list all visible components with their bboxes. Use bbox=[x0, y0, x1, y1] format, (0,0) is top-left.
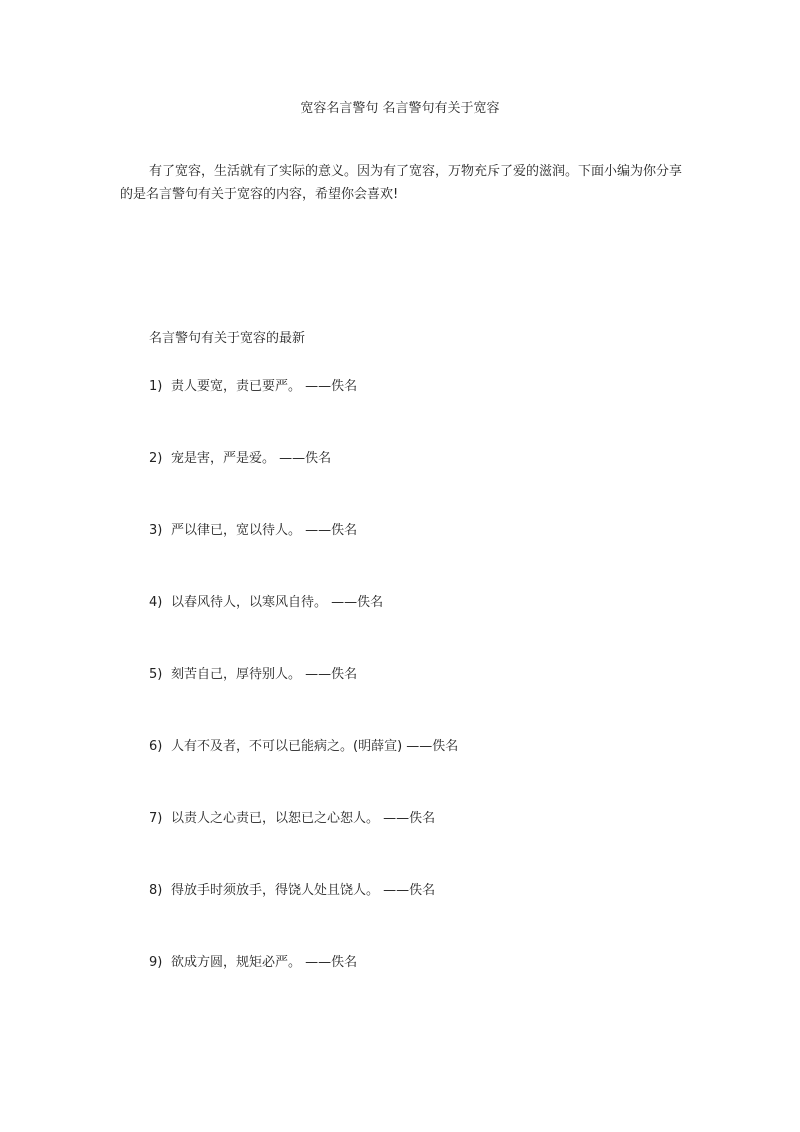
quote-number: 6) bbox=[149, 739, 163, 754]
quote-item bbox=[149, 738, 458, 810]
quote-text: 以责人之心责已，以恕已之心恕人。 ——佚名 bbox=[171, 811, 436, 826]
quote-item bbox=[149, 378, 458, 450]
quote-item bbox=[149, 594, 458, 666]
quote-number: 2) bbox=[149, 451, 163, 466]
quote-item bbox=[149, 666, 458, 738]
quote-number: 7) bbox=[149, 811, 163, 826]
quote-item bbox=[149, 522, 458, 594]
document-title: 宽容名言警句 名言警句有关于宽容 bbox=[300, 101, 500, 116]
quote-text: 严以律已，宽以待人。 ——佚名 bbox=[171, 523, 358, 538]
quote-text: 以春风待人，以寒风自待。 ——佚名 bbox=[171, 595, 384, 610]
quote-text: 欲成方圆，规矩必严。 ——佚名 bbox=[171, 955, 358, 970]
quote-number: 4) bbox=[149, 595, 163, 610]
quote-text: 责人要宽，责已要严。 ——佚名 bbox=[171, 379, 358, 394]
quote-item bbox=[149, 882, 458, 954]
quote-text: 人有不及者，不可以已能病之。(明薛宣) ——佚名 bbox=[171, 739, 459, 754]
quote-item bbox=[149, 810, 458, 882]
section-heading: 名言警句有关于宽容的最新 bbox=[149, 331, 306, 346]
quote-text: 刻苦自己，厚待别人。 ——佚名 bbox=[171, 667, 358, 682]
quote-number: 9) bbox=[149, 955, 163, 970]
intro-paragraph: 有了宽容，生活就有了实际的意义。因为有了宽容，万物充斥了爱的滋润。下面小编为你分享的是名言警句有关于宽容的内容，希望你会喜欢! bbox=[120, 164, 683, 202]
quote-text: 宠是害，严是爱。 ——佚名 bbox=[171, 451, 332, 466]
quote-number: 1) bbox=[149, 379, 163, 394]
quote-list bbox=[149, 378, 458, 1026]
quote-text: 得放手时须放手，得饶人处且饶人。 ——佚名 bbox=[171, 883, 436, 898]
quote-item bbox=[149, 954, 458, 1026]
quote-number: 3) bbox=[149, 523, 163, 538]
quote-number: 8) bbox=[149, 883, 163, 898]
quote-number: 5) bbox=[149, 667, 163, 682]
quote-item bbox=[149, 450, 458, 522]
